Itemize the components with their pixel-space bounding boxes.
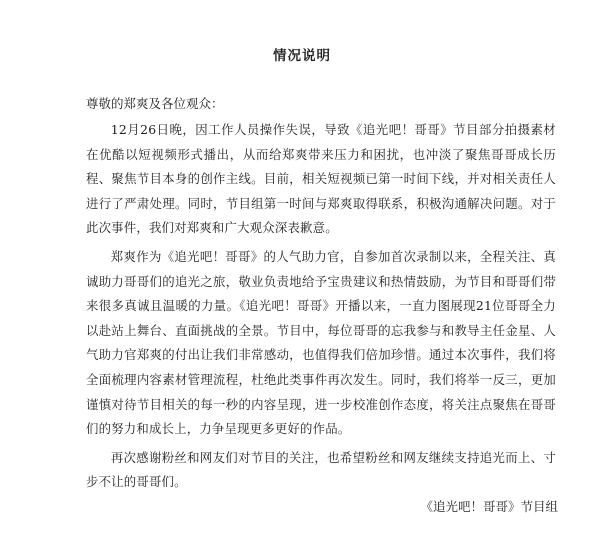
paragraph-appreciation: 郑爽作为《追光吧！哥哥》的人气助力官，自参加首次录制以来，全程关注、真诚助力哥哥们的追光之旅，敬业负责地给予宝贵建议和热情鼓励，为节目和哥哥们带来很多真诚且温暖的力量。《追光吧！哥哥》开播以来，一直力图展现21位哥哥全力以赴站上舞台、直面挑战的全景。节目中，每位哥哥的忘我参与和教导主任金星、人气助力官郑爽的付出让我们非常感动，也值得我们倍加珍惜。通过本次事件，我们将全面梳理内容素材管理流程，杜绝此类事件再次发生。同时，我们将举一反三，更加谨慎对待节目相关的每一秒的内容呈现，进一步校准创作态度，将关注点聚焦在哥哥们的努力和成长上，力争呈现更多更好的作品。 [86, 248, 556, 437]
signature: 《追光吧！哥哥》节目组 [420, 499, 558, 514]
salutation: 尊敬的郑爽及各位观众： [86, 96, 224, 111]
paragraph-apology: 12月26日晚，因工作人员操作失误，导致《追光吧！哥哥》节目部分拍摄素材在优酷以短视频形式播出，从而给郑爽带来压力和困扰，也冲淡了聚焦哥哥成长历程、聚焦节目本身的创作主线。目前，相关短视频已第一时间下线，并对相关责任人进行了严肃处理。同时，节目组第一时间与郑爽取得联系，积极沟通解决问题。对于此次事件，我们对郑爽和广大观众深表歉意。 [86, 122, 556, 236]
paragraph-closing: 再次感谢粉丝和网友们对节目的关注，也希望粉丝和网友继续支持追光而上、寸步不让的哥哥们。 [86, 449, 556, 490]
document-body [86, 118, 556, 499]
document-title: 情况说明 [273, 48, 331, 64]
